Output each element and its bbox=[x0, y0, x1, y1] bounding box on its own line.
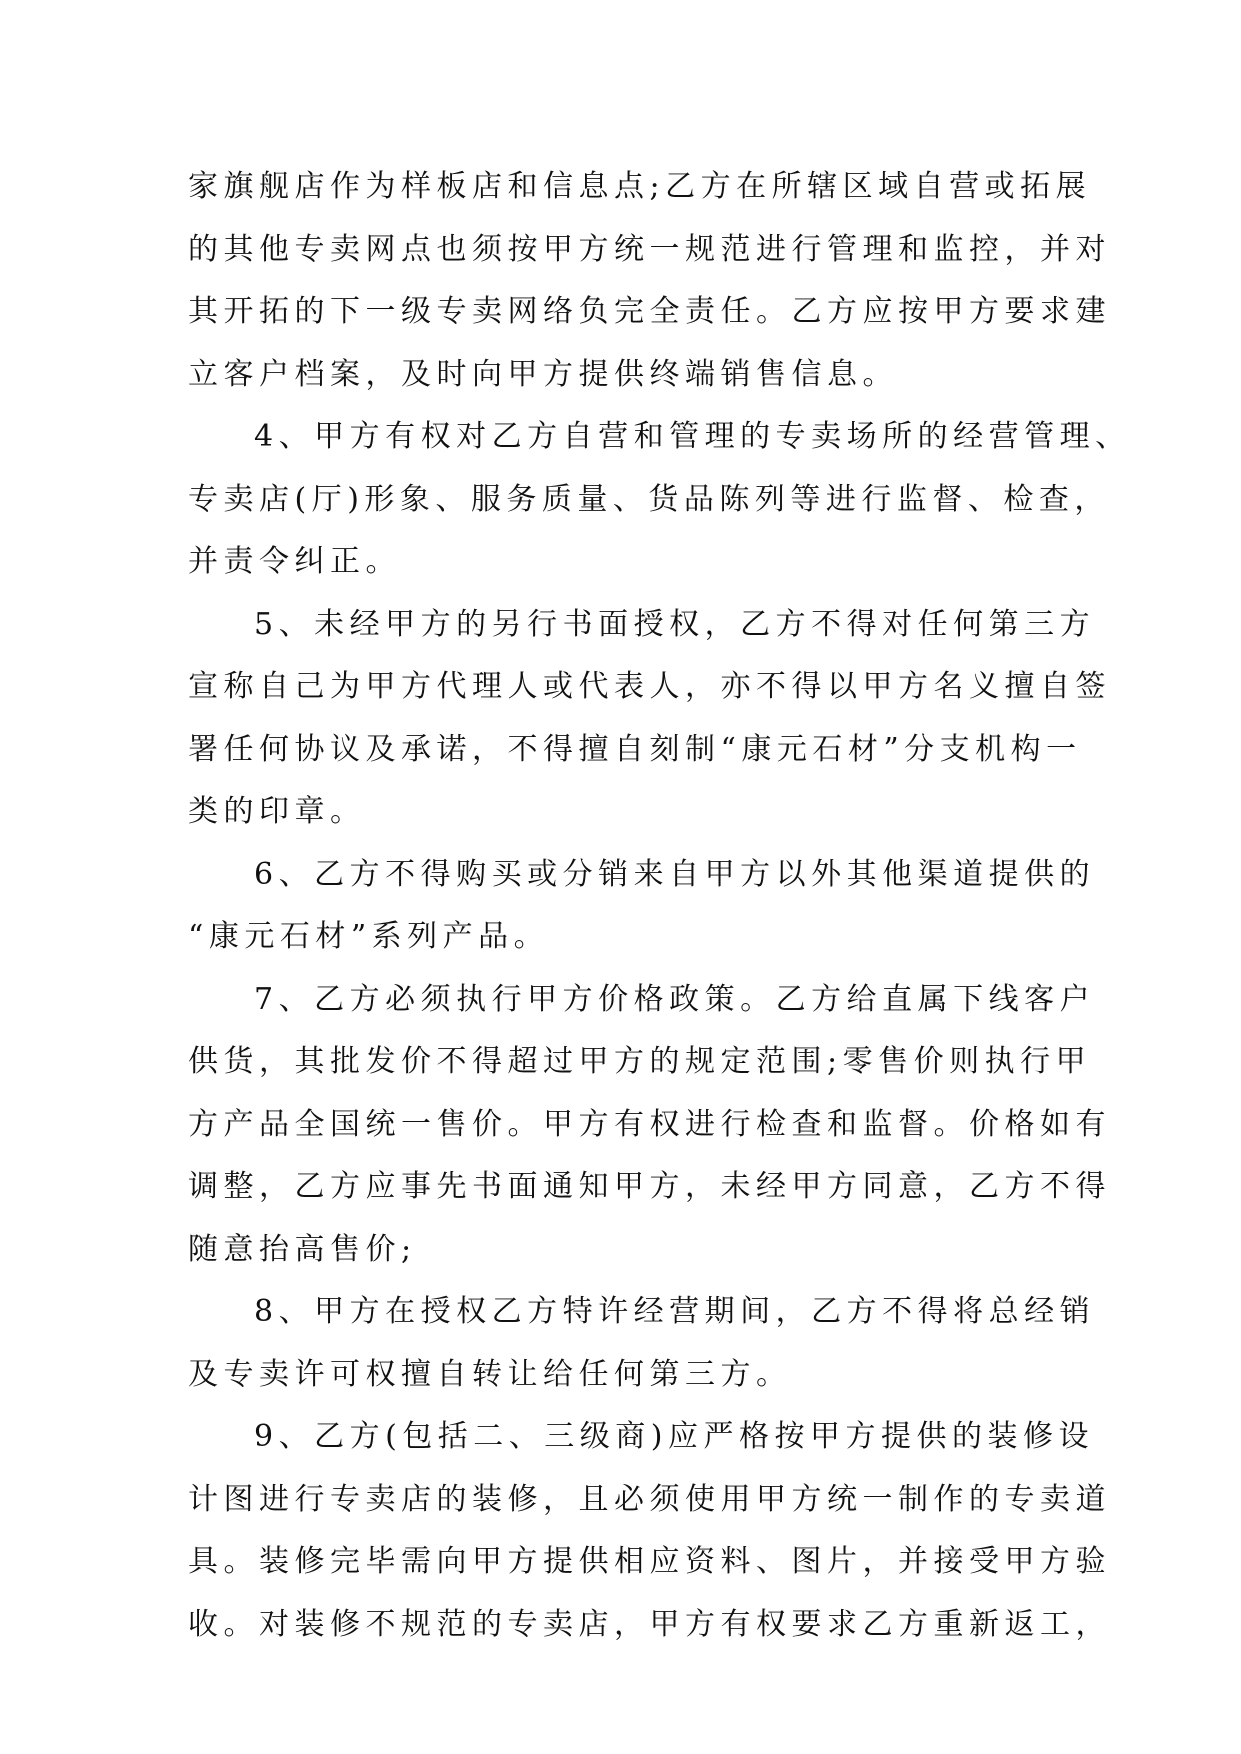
text-line: 其开拓的下一级专卖网络负完全责任。乙方应按甲方要求建 bbox=[188, 294, 1111, 329]
text-line: 宣称自己为甲方代理人或代表人，亦不得以甲方名义擅自签 bbox=[188, 669, 1111, 704]
clause-4-line: 4、甲方有权对乙方自营和管理的专卖场所的经营管理、 bbox=[254, 419, 1131, 454]
text-line: 类的印章。 bbox=[188, 794, 366, 829]
text-line: 调整，乙方应事先书面通知甲方，未经甲方同意，乙方不得 bbox=[188, 1169, 1111, 1204]
text-line: 家旗舰店作为样板店和信息点;乙方在所辖区域自营或拓展 bbox=[188, 169, 1092, 204]
text-line: 计图进行专卖店的装修，且必须使用甲方统一制作的专卖道 bbox=[188, 1481, 1111, 1517]
text-line: 随意抬高售价; bbox=[188, 1231, 417, 1267]
text-line: 的其他专卖网点也须按甲方统一规范进行管理和监控，并对 bbox=[188, 231, 1111, 267]
document-body bbox=[188, 156, 1131, 1656]
clause-5-line: 5、未经甲方的另行书面授权，乙方不得对任何第三方 bbox=[254, 606, 1096, 642]
clause-7-line: 7、乙方必须执行甲方价格政策。乙方给直属下线客户 bbox=[254, 981, 1096, 1017]
text-line: 及专卖许可权擅自转让给任何第三方。 bbox=[188, 1356, 792, 1392]
clause-6-line: 6、乙方不得购买或分销来自甲方以外其他渠道提供的 bbox=[254, 856, 1096, 892]
text-line: 方产品全国统一售价。甲方有权进行检查和监督。价格如有 bbox=[188, 1106, 1111, 1142]
text-line: 供货，其批发价不得超过甲方的规定范围;零售价则执行甲 bbox=[188, 1044, 1092, 1079]
text-line: 立客户档案，及时向甲方提供终端销售信息。 bbox=[188, 356, 898, 392]
text-line: “康元石材”系列产品。 bbox=[188, 919, 550, 954]
clause-9-line: 9、乙方(包括二、三级商)应严格按甲方提供的装修设 bbox=[254, 1419, 1094, 1454]
text-line: 具。装修完毕需向甲方提供相应资料、图片，并接受甲方验 bbox=[188, 1544, 1111, 1579]
clause-8-line: 8、甲方在授权乙方特许经营期间，乙方不得将总经销 bbox=[254, 1294, 1096, 1329]
text-line: 专卖店(厅)形象、服务质量、货品陈列等进行监督、检查， bbox=[188, 481, 1110, 517]
text-line: 署任何协议及承诺，不得擅自刻制“康元石材”分支机构一 bbox=[188, 731, 1082, 767]
text-line: 收。对装修不规范的专卖店，甲方有权要求乙方重新返工， bbox=[188, 1606, 1111, 1642]
text-line: 并责令纠正。 bbox=[188, 544, 401, 579]
